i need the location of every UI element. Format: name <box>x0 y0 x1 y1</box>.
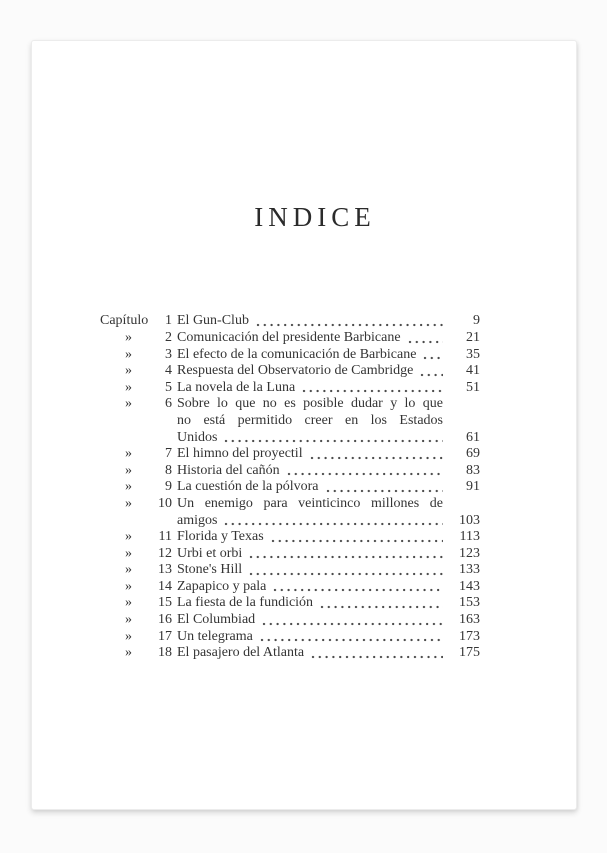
dot-leader <box>261 613 443 629</box>
chapter-label: » <box>125 446 132 462</box>
chapter-label: » <box>125 529 132 545</box>
toc-entry-line <box>100 313 480 330</box>
chapter-label: » <box>125 462 132 478</box>
entry-title: Stone's Hill <box>177 562 243 578</box>
page-number: 51 <box>466 379 480 395</box>
toc-entry-line <box>100 330 480 347</box>
chapter-label: » <box>125 545 132 561</box>
chapter-label: » <box>125 595 132 611</box>
chapter-number: 4 <box>165 363 172 379</box>
book-page <box>31 40 577 810</box>
dot-leader <box>248 546 443 562</box>
chapter-number: 2 <box>165 329 172 345</box>
chapter-number: 18 <box>158 645 172 661</box>
entry-title: Un telegrama <box>177 628 253 644</box>
entry-title: El Gun-Club <box>177 313 249 329</box>
dot-leader <box>223 430 443 446</box>
toc-entry-line <box>100 513 480 530</box>
dot-leader <box>407 331 443 347</box>
toc-entry-line <box>100 413 480 430</box>
chapter-number: 11 <box>158 529 172 545</box>
page-number: 173 <box>459 628 480 644</box>
page-number: 153 <box>459 595 480 611</box>
chapter-label: » <box>125 562 132 578</box>
page-number: 143 <box>459 578 480 594</box>
page-number: 21 <box>466 329 480 345</box>
chapter-number: 10 <box>158 495 172 511</box>
toc-entry-line <box>100 380 480 397</box>
entry-title: Historia del cañón <box>177 462 280 478</box>
toc <box>100 313 480 661</box>
entry-title: Unidos <box>177 429 218 445</box>
chapter-number: 12 <box>158 545 172 561</box>
toc-entry-line <box>100 529 480 546</box>
entry-title: El Columbiad <box>177 612 256 628</box>
dot-leader <box>259 629 443 645</box>
chapter-label: » <box>125 379 132 395</box>
page-number: 175 <box>459 645 480 661</box>
toc-entry-line <box>100 546 480 563</box>
page-number: 103 <box>459 512 480 528</box>
dot-leader <box>255 314 443 330</box>
dot-leader <box>309 447 443 463</box>
dot-leader <box>419 364 443 380</box>
chapter-label: » <box>125 612 132 628</box>
dot-leader <box>422 347 443 363</box>
entry-title: Respuesta del Observatorio de Cambridge <box>177 363 414 379</box>
chapter-label: » <box>125 363 132 379</box>
chapter-label: » <box>125 396 132 412</box>
toc-entry-line <box>100 463 480 480</box>
dot-leader <box>270 530 443 546</box>
dot-leader <box>272 579 443 595</box>
page-number: 69 <box>466 446 480 462</box>
dot-leader <box>248 563 443 579</box>
toc-entry-line <box>100 479 480 496</box>
entry-title: Florida y Texas <box>177 529 264 545</box>
chapter-number: 1 <box>165 313 172 329</box>
entry-title: Sobre lo que no es posible dudar y lo que <box>177 396 443 412</box>
chapter-number: 8 <box>165 462 172 478</box>
page-number: 83 <box>466 462 480 478</box>
page-number: 113 <box>459 529 480 545</box>
entry-title: Un enemigo para veinticinco millones de <box>177 495 443 511</box>
toc-entry-line <box>100 430 480 447</box>
toc-entry-line <box>100 496 480 513</box>
chapter-number: 5 <box>165 379 172 395</box>
toc-entry-line <box>100 595 480 612</box>
dot-leader <box>301 380 443 396</box>
chapter-number: 3 <box>165 346 172 362</box>
chapter-label: Capítulo <box>100 313 149 329</box>
chapter-number: 7 <box>165 446 172 462</box>
chapter-label: » <box>125 329 132 345</box>
chapter-number: 6 <box>165 396 172 412</box>
toc-entry-line <box>100 579 480 596</box>
dot-leader <box>325 480 443 496</box>
entry-title: La fiesta de la fundición <box>177 595 314 611</box>
chapter-number: 9 <box>165 479 172 495</box>
chapter-label: » <box>125 495 132 511</box>
dot-leader <box>319 596 443 612</box>
entry-title: Comunicación del presidente Barbicane <box>177 329 401 345</box>
chapter-label: » <box>125 578 132 594</box>
entry-title: El pasajero del Atlanta <box>177 645 305 661</box>
chapter-label: » <box>125 628 132 644</box>
page-title: INDICE <box>254 202 376 232</box>
toc-entry-line <box>100 562 480 579</box>
chapter-number: 16 <box>158 612 172 628</box>
toc-entry-line <box>100 629 480 646</box>
chapter-label: » <box>125 346 132 362</box>
toc-entry-line <box>100 645 480 662</box>
dot-leader <box>310 646 443 662</box>
page-number: 133 <box>459 562 480 578</box>
entry-title: Zapapico y pala <box>177 578 267 594</box>
entry-title: no está permitido creer en los Estados <box>177 412 443 428</box>
page-number: 123 <box>459 545 480 561</box>
toc-entry-line <box>100 363 480 380</box>
toc-entry-line <box>100 347 480 364</box>
chapter-number: 14 <box>158 578 172 594</box>
chapter-number: 17 <box>158 628 172 644</box>
chapter-label: » <box>125 479 132 495</box>
entry-title: Urbi et orbi <box>177 545 243 561</box>
dot-leader <box>223 513 443 529</box>
page-number: 61 <box>466 429 480 445</box>
entry-title: amigos <box>177 512 218 528</box>
entry-title: La cuestión de la pólvora <box>177 479 319 495</box>
toc-entry-line <box>100 612 480 629</box>
dot-leader <box>286 463 443 479</box>
page-number: 35 <box>466 346 480 362</box>
entry-title: El himno del proyectil <box>177 446 303 462</box>
toc-entry-line <box>100 396 480 413</box>
entry-title: El efecto de la comunicación de Barbicane <box>177 346 417 362</box>
entry-title: La novela de la Luna <box>177 379 296 395</box>
toc-entry-line <box>100 446 480 463</box>
page-number: 163 <box>459 612 480 628</box>
chapter-label: » <box>125 645 132 661</box>
chapter-number: 15 <box>158 595 172 611</box>
chapter-number: 13 <box>158 562 172 578</box>
page-number: 41 <box>466 363 480 379</box>
page-number: 91 <box>466 479 480 495</box>
page-number: 9 <box>473 313 480 329</box>
